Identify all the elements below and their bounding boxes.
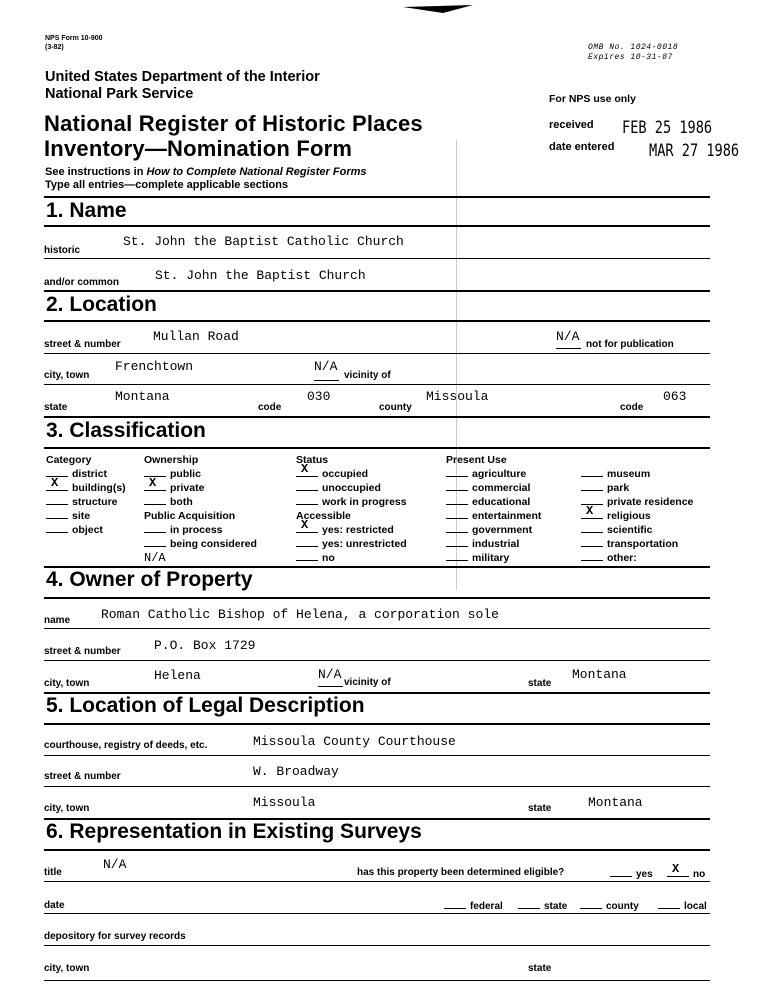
ownership-public[interactable] [144,467,257,481]
accessible-heading: Accessible [296,510,351,522]
owner-city-label: city, town [44,678,90,689]
use-private-residence[interactable] [581,495,693,509]
rule [44,660,710,661]
survey-title-label: title [44,867,62,878]
option-label: federal [470,901,503,912]
nfp-label: not for publication [586,339,674,350]
level-state[interactable] [518,899,567,912]
ownership-heading: Ownership [144,454,199,466]
owner-vicinity-label: vicinity of [344,677,391,688]
eligible-no[interactable] [667,862,706,880]
section-3-heading: 3. Classification [46,419,206,442]
legal-city-value: Missoula [253,795,316,810]
status-work-in-progress[interactable] [296,495,407,509]
checkbox-mark: X [301,518,309,532]
option-label: yes: restricted [322,524,394,536]
rule [44,258,710,259]
checkbox-mark: X [301,462,309,476]
street-value: Mullan Road [153,329,239,344]
option-label: industrial [472,538,520,550]
option-label: object [72,524,103,536]
owner-vicinity-value: N/A [318,667,342,682]
code-value: 030 [307,389,331,404]
option-label: religious [607,510,651,522]
received-stamp: FEB 25 1986 [622,118,713,138]
owner-street-value: P.O. Box 1729 [154,638,256,653]
option-label: state [544,901,568,912]
option-label: scientific [607,524,653,536]
checkbox-mark: X [672,862,680,876]
rule [44,723,710,725]
rule [44,225,710,227]
use-entertainment[interactable] [446,509,541,523]
category-site[interactable] [46,509,126,523]
option-label: work in progress [322,496,407,508]
rule [44,980,710,981]
access-no[interactable] [296,551,407,565]
option-label: both [170,496,193,508]
legal-city-label: city, town [44,803,90,814]
option-label: public [170,468,201,480]
state-label: state [44,402,68,413]
rule [44,597,710,599]
city-value: Frenchtown [115,359,194,374]
omb-number: OMB No. 1024-0018 [588,43,679,52]
owner-name-value: Roman Catholic Bishop of Helena, a corporation sole [101,607,499,622]
received-label: received [549,119,594,131]
present-use-column-1 [446,453,541,565]
status-heading: Status [296,454,329,466]
form-date: (3-82) [45,44,64,51]
code2-value: 063 [663,389,687,404]
rule [44,196,710,198]
option-label: no [322,552,335,564]
legal-state-label: state [528,803,552,814]
use-industrial[interactable] [446,537,541,551]
level-county[interactable] [580,899,639,912]
survey-date-label: date [44,900,65,911]
use-transportation[interactable] [581,537,693,551]
section-4-heading: 4. Owner of Property [46,568,253,591]
category-object[interactable] [46,523,126,537]
option-label: no [693,869,706,880]
access-restricted[interactable] [296,518,407,537]
rule [44,913,710,914]
category-column [46,453,126,537]
use-government[interactable] [446,523,541,537]
level-local[interactable] [658,899,707,912]
use-other[interactable] [581,551,693,565]
ownership-private[interactable] [144,476,257,495]
option-label: occupied [322,468,369,480]
level-federal[interactable] [444,899,503,912]
survey-title-value: N/A [103,857,127,872]
form-title-2: Inventory—Nomination Form [44,136,353,161]
option-label: building(s) [72,482,126,494]
use-military[interactable] [446,551,541,565]
section-6-heading: 6. Representation in Existing Surveys [46,820,422,843]
entered-label: date entered [549,141,615,153]
option-label: military [472,552,510,564]
rule [44,786,710,787]
historic-value: St. John the Baptist Catholic Church [123,234,404,249]
scan-artifact [403,0,473,8]
street-label: street & number [44,339,121,350]
option-label: structure [72,496,118,508]
eligible-question: has this property been determined eligible? [357,867,565,878]
rule [44,945,710,946]
use-educational[interactable] [446,495,541,509]
common-value: St. John the Baptist Church [155,268,366,283]
use-commercial[interactable] [446,481,541,495]
use-museum[interactable] [581,467,693,481]
rule [318,686,343,687]
owner-state-value: Montana [572,667,627,682]
use-park[interactable] [581,481,693,495]
owner-street-label: street & number [44,646,121,657]
option-label: local [684,901,707,912]
eligible-yes[interactable] [610,867,653,880]
nfp-value: N/A [556,329,580,344]
option-label: site [72,510,91,522]
option-label: other: [607,552,637,564]
code-label: code [258,402,282,413]
acquisition-heading: Public Acquisition [144,510,236,522]
rule [44,320,710,322]
option-label: county [606,901,639,912]
common-label: and/or common [44,277,120,288]
acquisition-na: N/A [144,551,166,565]
acq-being-considered[interactable] [144,537,257,551]
instructions-doc: How to Complete National Register Forms [146,166,367,178]
present-use-heading: Present Use [446,454,507,466]
county-value: Missoula [426,389,489,404]
owner-city-value: Helena [154,668,201,683]
courthouse-label: courthouse, registry of deeds, etc. [44,740,208,751]
section-5-heading: 5. Location of Legal Description [46,694,365,717]
option-label: transportation [607,538,679,550]
vicinity-label: vicinity of [344,370,391,381]
checkbox-mark: X [51,476,59,490]
category-heading: Category [46,454,92,466]
nps-use-label: For NPS use only [549,93,636,105]
option-label: agriculture [472,468,527,480]
city-label: city, town [44,370,90,381]
entered-stamp: MAR 27 1986 [649,141,740,161]
checkbox-mark: X [586,504,594,518]
courthouse-value: Missoula County Courthouse [253,734,456,749]
rule [44,881,710,882]
historic-label: historic [44,245,81,256]
category-buildings[interactable] [46,476,126,495]
expires-date: Expires 10-31-87 [588,53,673,62]
use-religious[interactable] [581,504,693,523]
status-occupied[interactable] [296,462,407,481]
rule [44,290,710,292]
legal-state-value: Montana [588,795,643,810]
rule [44,384,710,385]
rule [556,348,581,349]
instructions-line-1 [45,166,367,178]
option-label: educational [472,496,531,508]
county-label: county [379,402,412,413]
access-unrestricted[interactable] [296,537,407,551]
option-label: commercial [472,482,531,494]
option-label: yes: unrestricted [322,538,407,550]
rule [44,628,710,629]
owner-name-label: name [44,615,71,626]
section-1-heading: 1. Name [46,199,127,222]
option-label: yes [636,869,653,880]
instructions-text: See instructions in [45,166,147,178]
option-label: museum [607,468,651,480]
option-label: being considered [170,538,257,550]
rule [44,353,710,354]
instructions-line-2: Type all entries—complete applicable sections [45,179,289,191]
section-2-heading: 2. Location [46,293,157,316]
rule [44,447,710,449]
legal-street-label: street & number [44,771,121,782]
legal-street-value: W. Broadway [253,764,339,779]
present-use-column-2 [581,467,693,565]
survey-city-label: city, town [44,963,90,974]
form-number: NPS Form 10-900 [45,35,103,42]
ownership-column [144,453,257,565]
agency: National Park Service [45,86,194,102]
department: United States Department of the Interior [45,69,320,85]
rule [44,416,710,418]
checkbox-mark: X [149,476,157,490]
category-structure[interactable] [46,495,126,509]
survey-state-label: state [528,963,552,974]
status-column [296,453,407,565]
ownership-both[interactable] [144,495,257,509]
depository-label: depository for survey records [44,931,186,942]
rule [44,755,710,756]
use-scientific[interactable] [581,523,693,537]
rule [314,380,339,381]
option-label: park [607,482,630,494]
status-unoccupied[interactable] [296,481,407,495]
code2-label: code [620,402,644,413]
option-label: unoccupied [322,482,381,494]
state-value: Montana [115,389,170,404]
option-label: private residence [607,496,694,508]
form-title-1: National Register of Historic Places [44,111,423,136]
vicinity-value: N/A [314,359,338,374]
option-label: government [472,524,533,536]
acq-in-process[interactable] [144,523,257,537]
option-label: in process [170,524,223,536]
option-label: private [170,482,205,494]
owner-state-label: state [528,678,552,689]
option-label: district [72,468,108,480]
use-agriculture[interactable] [446,467,541,481]
option-label: entertainment [472,510,542,522]
rule [44,849,710,851]
